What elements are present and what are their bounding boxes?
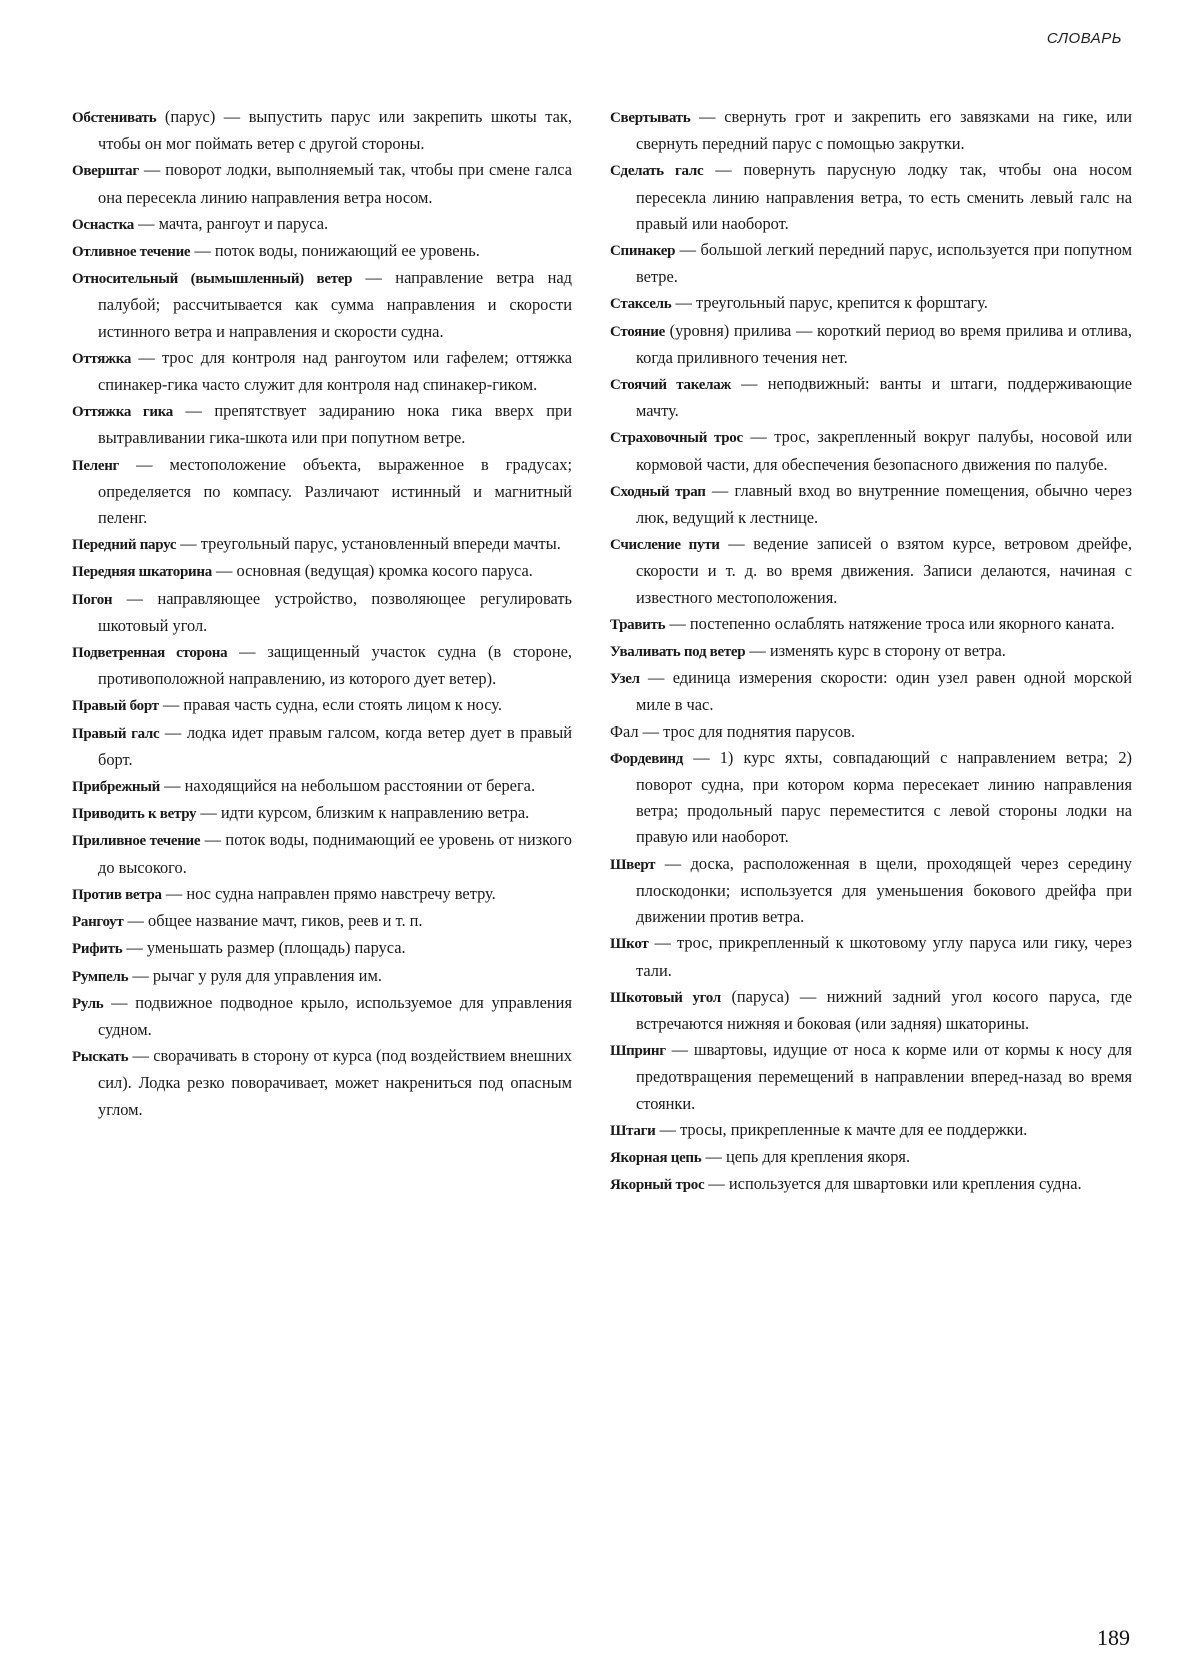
glossary-term: Шверт bbox=[610, 856, 656, 873]
glossary-definition: — местоположение объекта, выраженное в градусах; определяется по компасу. Различают истинный и магнитный пеленг. bbox=[98, 454, 572, 528]
glossary-entry bbox=[72, 157, 572, 210]
glossary-term: Штаги bbox=[610, 1122, 656, 1139]
glossary-term: Оверштаг bbox=[72, 163, 139, 180]
glossary-column-left bbox=[72, 104, 572, 1123]
glossary-definition: — доска, расположенная в щели, проходящей через середину плоскодонки; используется для уменьшения бокового дрейфа при движении против ветра. bbox=[636, 853, 1132, 927]
glossary-entry bbox=[610, 719, 1132, 745]
glossary-term: Травить bbox=[610, 616, 666, 633]
glossary-term: Руль bbox=[72, 995, 104, 1012]
glossary-term: Стояние bbox=[610, 323, 665, 340]
glossary-entry bbox=[72, 963, 572, 990]
glossary-definition: — используется для швартовки или крепления судна. bbox=[704, 1174, 1082, 1194]
glossary-term: Прибрежный bbox=[72, 779, 161, 796]
glossary-term: Правый борт bbox=[72, 698, 159, 715]
glossary-entry bbox=[72, 720, 572, 773]
glossary-entry bbox=[72, 908, 572, 935]
glossary-entry bbox=[72, 104, 572, 157]
glossary-entry bbox=[72, 773, 572, 800]
glossary-term: Оттяжка bbox=[72, 350, 132, 367]
glossary-term: Стаксель bbox=[610, 296, 672, 313]
glossary-entry bbox=[610, 531, 1132, 611]
glossary-entry bbox=[72, 452, 572, 532]
glossary-definition: — идти курсом, близким к направлению ветра. bbox=[196, 803, 530, 823]
glossary-definition: — подвижное подводное крыло, используемое для управления судном. bbox=[98, 992, 572, 1039]
glossary-entry bbox=[610, 638, 1132, 665]
glossary-definition: — изменять курс в сторону от ветра. bbox=[745, 641, 1006, 661]
glossary-entry bbox=[610, 984, 1132, 1037]
glossary-entry bbox=[72, 1043, 572, 1123]
glossary-term: Погон bbox=[72, 591, 113, 608]
glossary-entry bbox=[72, 211, 572, 238]
glossary-term: Передний парус bbox=[72, 537, 177, 554]
glossary-entry bbox=[610, 290, 1132, 317]
glossary-definition: — повернуть парусную лодку так, чтобы она носом пересекла линию направления ветра, то есть сменить левый галс на правый или наоборот. bbox=[636, 160, 1132, 233]
glossary-term: Сделать галс bbox=[610, 163, 704, 180]
glossary-entry bbox=[72, 990, 572, 1043]
glossary-definition: — препятствует задиранию нока гика вверх при вытравливании гика-шкота или при попутном ветре. bbox=[98, 401, 572, 448]
glossary-definition: — трос для контроля над рангоутом или гафелем; оттяжка спинакер-гика часто служит для контроля над спинакер-гиком. bbox=[98, 347, 572, 395]
glossary-entry bbox=[610, 424, 1132, 477]
glossary-definition: — трос, закрепленный вокруг палубы, носовой или кормовой части, для обеспечения безопасного движения по палубе. bbox=[636, 427, 1132, 474]
glossary-term: Подветренная сторона bbox=[72, 645, 228, 662]
glossary-entry bbox=[72, 827, 572, 880]
glossary-entry bbox=[610, 104, 1132, 157]
glossary-definition: — защищенный участок судна (в стороне, противоположной направлению, из которого дует ветер). bbox=[98, 642, 572, 689]
page-number: 189 bbox=[1097, 1625, 1130, 1650]
glossary-definition: — поворот лодки, выполняемый так, чтобы при смене галса она пересекла линию направления ветра носом. bbox=[98, 160, 572, 207]
glossary-entry bbox=[610, 157, 1132, 237]
glossary-entry bbox=[610, 665, 1132, 718]
glossary-term: Правый галс bbox=[72, 725, 160, 742]
glossary-term: Якорная цепь bbox=[610, 1149, 702, 1166]
glossary-definition: — рычаг у руля для управления им. bbox=[128, 965, 382, 985]
glossary-term: Оснастка bbox=[72, 216, 135, 233]
glossary-definition: — большой легкий передний парус, используется при попутном ветре. bbox=[636, 240, 1132, 287]
glossary-entry bbox=[72, 238, 572, 265]
glossary-definition: — мачта, рангоут и паруса. bbox=[134, 213, 329, 233]
glossary-term: Спинакер bbox=[610, 243, 676, 260]
glossary-definition: (парус) — выпустить парус или закрепить шкоты так, чтобы он мог поймать ветер с другой стороны. bbox=[98, 107, 572, 154]
glossary-entry bbox=[610, 1144, 1132, 1171]
glossary-entry bbox=[610, 318, 1132, 371]
glossary-definition: — ведение записей о взятом курсе, ветровом дрейфе, скорости и т. д. во время движения. Записи делаются, начиная с известного местоположения. bbox=[636, 534, 1132, 607]
glossary-definition: — свернуть грот и закрепить его завязками на гике, или свернуть передний парус с помощью закрутки. bbox=[636, 107, 1132, 154]
glossary-entry bbox=[610, 371, 1132, 424]
glossary-term: Уваливать под ветер bbox=[610, 644, 746, 661]
glossary-term: Румпель bbox=[72, 968, 129, 985]
glossary-definition: — тросы, прикрепленные к мачте для ее поддержки. bbox=[655, 1119, 1028, 1139]
glossary-entry bbox=[610, 1037, 1132, 1117]
glossary-definition: — треугольный парус, крепится к форштагу. bbox=[671, 293, 988, 313]
glossary-entry bbox=[72, 398, 572, 451]
glossary-entry bbox=[72, 639, 572, 692]
glossary-term: Рангоут bbox=[72, 914, 124, 931]
glossary-entry bbox=[610, 851, 1132, 931]
glossary-definition: — находящийся на небольшом расстоянии от берега. bbox=[160, 776, 536, 796]
glossary-definition: — сворачивать в сторону от курса (под воздействием внешних сил). Лодка резко поворачивает, может накрениться под опасным углом. bbox=[98, 1046, 572, 1119]
glossary-term: Счисление пути bbox=[610, 537, 720, 554]
glossary-definition: — поток воды, поднимающий ее уровень от низкого до высокого. bbox=[98, 830, 572, 877]
glossary-entry bbox=[610, 1117, 1132, 1144]
glossary-term: Обстенивать bbox=[72, 110, 157, 126]
glossary-definition: — нос судна направлен прямо навстречу ветру. bbox=[161, 883, 496, 903]
glossary-term: Шкот bbox=[610, 936, 649, 953]
glossary-entry bbox=[72, 531, 572, 558]
glossary-entry bbox=[610, 930, 1132, 983]
glossary-definition: — цепь для крепления якоря. bbox=[701, 1146, 911, 1166]
glossary-entry bbox=[72, 265, 572, 345]
glossary-definition: — уменьшать размер (площадь) паруса. bbox=[122, 938, 406, 958]
glossary-entry bbox=[72, 800, 572, 827]
glossary-definition: — швартовы, идущие от носа к корме или от кормы к носу для предотвращения перемещений в направлении вперед-назад во время стоянки. bbox=[636, 1040, 1132, 1113]
glossary-term: Оттяжка гика bbox=[72, 404, 174, 421]
glossary-entry bbox=[72, 692, 572, 719]
glossary-entry bbox=[72, 345, 572, 398]
running-header: СЛОВАРЬ bbox=[1046, 30, 1122, 47]
glossary-term: Относительный (вымышленный) ветер bbox=[72, 271, 353, 288]
glossary-definition: — направление ветра над палубой; рассчитывается как сумма направления и скорости истинного ветра и направления и скорости судна. bbox=[98, 268, 572, 341]
glossary-definition: — основная (ведущая) кромка косого паруса. bbox=[211, 561, 533, 581]
glossary-term: Приливное течение bbox=[72, 833, 201, 850]
glossary-term: Рыскать bbox=[72, 1049, 129, 1066]
glossary-definition: — общее название мачт, гиков, реев и т. п. bbox=[123, 911, 423, 931]
glossary-term: Пеленг bbox=[72, 457, 120, 474]
glossary-term: Шпринг bbox=[610, 1043, 666, 1060]
glossary-definition: — 1) курс яхты, совпадающий с направлением ветра; 2) поворот судна, при котором корма пересекает линию направления ветра; продольный парус переместится с левой стороны лодки на правую или наоборот. bbox=[636, 747, 1132, 847]
glossary-term: Страховочный трос bbox=[610, 430, 743, 447]
glossary-term: Рифить bbox=[72, 941, 123, 958]
glossary-entry bbox=[610, 478, 1132, 531]
glossary-definition: — главный вход во внутренние помещения, обычно через люк, ведущий к лестнице. bbox=[636, 480, 1132, 528]
glossary-definition: — направляющее устройство, позволяющее регулировать шкотовый угол. bbox=[98, 588, 572, 635]
glossary-definition: — правая часть судна, если стоять лицом к носу. bbox=[158, 695, 502, 715]
glossary-definition: (уровня) прилива — короткий период во время прилива и отлива, когда приливного течения нет. bbox=[636, 320, 1132, 367]
glossary-term: Передняя шкаторина bbox=[72, 564, 212, 581]
glossary-term: Якорный трос bbox=[610, 1177, 705, 1194]
glossary-definition: — неподвижный: ванты и штаги, поддерживающие мачту. bbox=[636, 374, 1132, 421]
glossary-definition: — треугольный парус, установленный впереди мачты. bbox=[176, 534, 561, 554]
glossary-definition: (паруса) — нижний задний угол косого паруса, где встречаются нижняя и боковая (или задняя) шкаторины. bbox=[636, 986, 1132, 1033]
glossary-definition: — трос, прикрепленный к шкотовому углу паруса или гику, через тали. bbox=[636, 933, 1132, 980]
glossary-entry bbox=[72, 881, 572, 908]
glossary-term: Стоячий такелаж bbox=[610, 377, 731, 394]
glossary-term: Приводить к ветру bbox=[72, 806, 197, 823]
glossary-definition: — поток воды, понижающий ее уровень. bbox=[190, 241, 480, 261]
glossary-term: Отливное течение bbox=[72, 244, 191, 261]
glossary-term: Сходный трап bbox=[610, 483, 706, 500]
glossary-definition: — постепенно ослаблять натяжение троса или якорного каната. bbox=[665, 613, 1115, 633]
glossary-term: Узел bbox=[610, 671, 640, 688]
glossary-entry bbox=[610, 1171, 1132, 1198]
glossary-entry bbox=[610, 237, 1132, 290]
glossary-term: Фордевинд bbox=[610, 750, 684, 767]
glossary-entry bbox=[72, 558, 572, 585]
glossary-entry bbox=[72, 935, 572, 962]
glossary-entry bbox=[610, 745, 1132, 851]
glossary-definition: Фал — трос для поднятия парусов. bbox=[610, 721, 856, 741]
glossary-column-right bbox=[610, 104, 1132, 1198]
glossary-entry bbox=[610, 611, 1132, 638]
glossary-term: Свертывать bbox=[610, 110, 691, 126]
glossary-definition: — единица измерения скорости: один узел равен одной морской миле в час. bbox=[636, 668, 1132, 715]
glossary-term: Шкотовый угол bbox=[610, 989, 721, 1006]
glossary-entry bbox=[72, 586, 572, 639]
glossary-definition: — лодка идет правым галсом, когда ветер дует в правый борт. bbox=[98, 722, 572, 769]
glossary-term: Против ветра bbox=[72, 886, 162, 903]
